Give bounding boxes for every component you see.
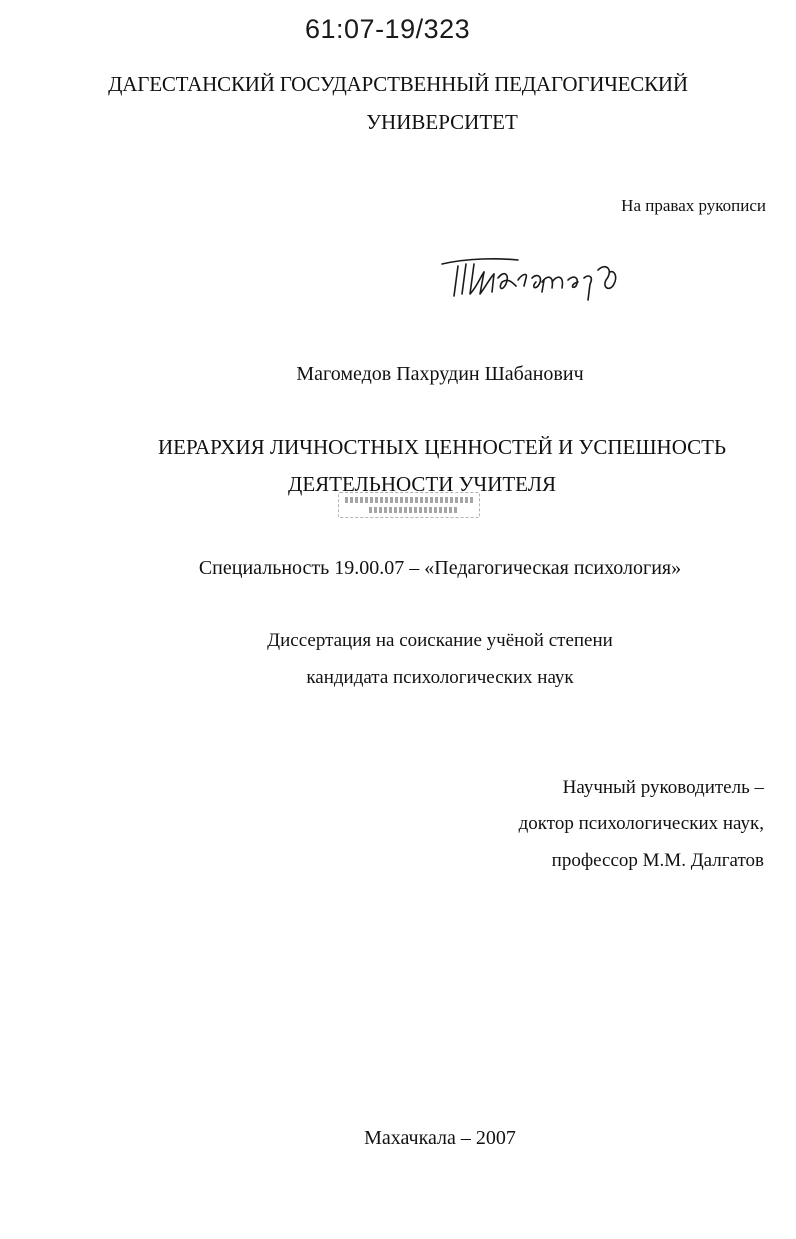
handwritten-signature bbox=[438, 248, 638, 313]
university-name-line1: ДАГЕСТАНСКИЙ ГОСУДАРСТВЕННЫЙ ПЕДАГОГИЧЕСКИЙ bbox=[108, 72, 688, 96]
library-stamp bbox=[338, 492, 480, 518]
stamp-line bbox=[369, 507, 459, 513]
dissertation-title-line1: ИЕРАРХИЯ ЛИЧНОСТНЫХ ЦЕННОСТЕЙ И УСПЕШНОСТЬ bbox=[157, 435, 727, 459]
catalog-code: 61:07-19/323 bbox=[305, 14, 471, 44]
supervisor-role: Научный руководитель – bbox=[562, 777, 764, 798]
supervisor-degree: доктор психологических наук, bbox=[518, 813, 764, 834]
degree-line1: Диссертация на соискание учёной степени bbox=[267, 630, 613, 651]
stamp-line bbox=[345, 497, 473, 503]
dissertation-title-line2: ДЕЯТЕЛЬНОСТИ УЧИТЕЛЯ bbox=[288, 472, 556, 496]
city-year: Махачкала – 2007 bbox=[364, 1127, 516, 1149]
degree-line2: кандидата психологических наук bbox=[306, 667, 574, 688]
signature-drawing bbox=[438, 248, 638, 308]
university-name-line2: УНИВЕРСИТЕТ bbox=[366, 110, 518, 134]
supervisor-name: профессор М.М. Далгатов bbox=[551, 850, 764, 871]
manuscript-rights-note: На правах рукописи bbox=[621, 196, 766, 215]
author-name: Магомедов Пахрудин Шабанович bbox=[296, 363, 584, 385]
specialty: Специальность 19.00.07 – «Педагогическая психология» bbox=[198, 557, 682, 579]
